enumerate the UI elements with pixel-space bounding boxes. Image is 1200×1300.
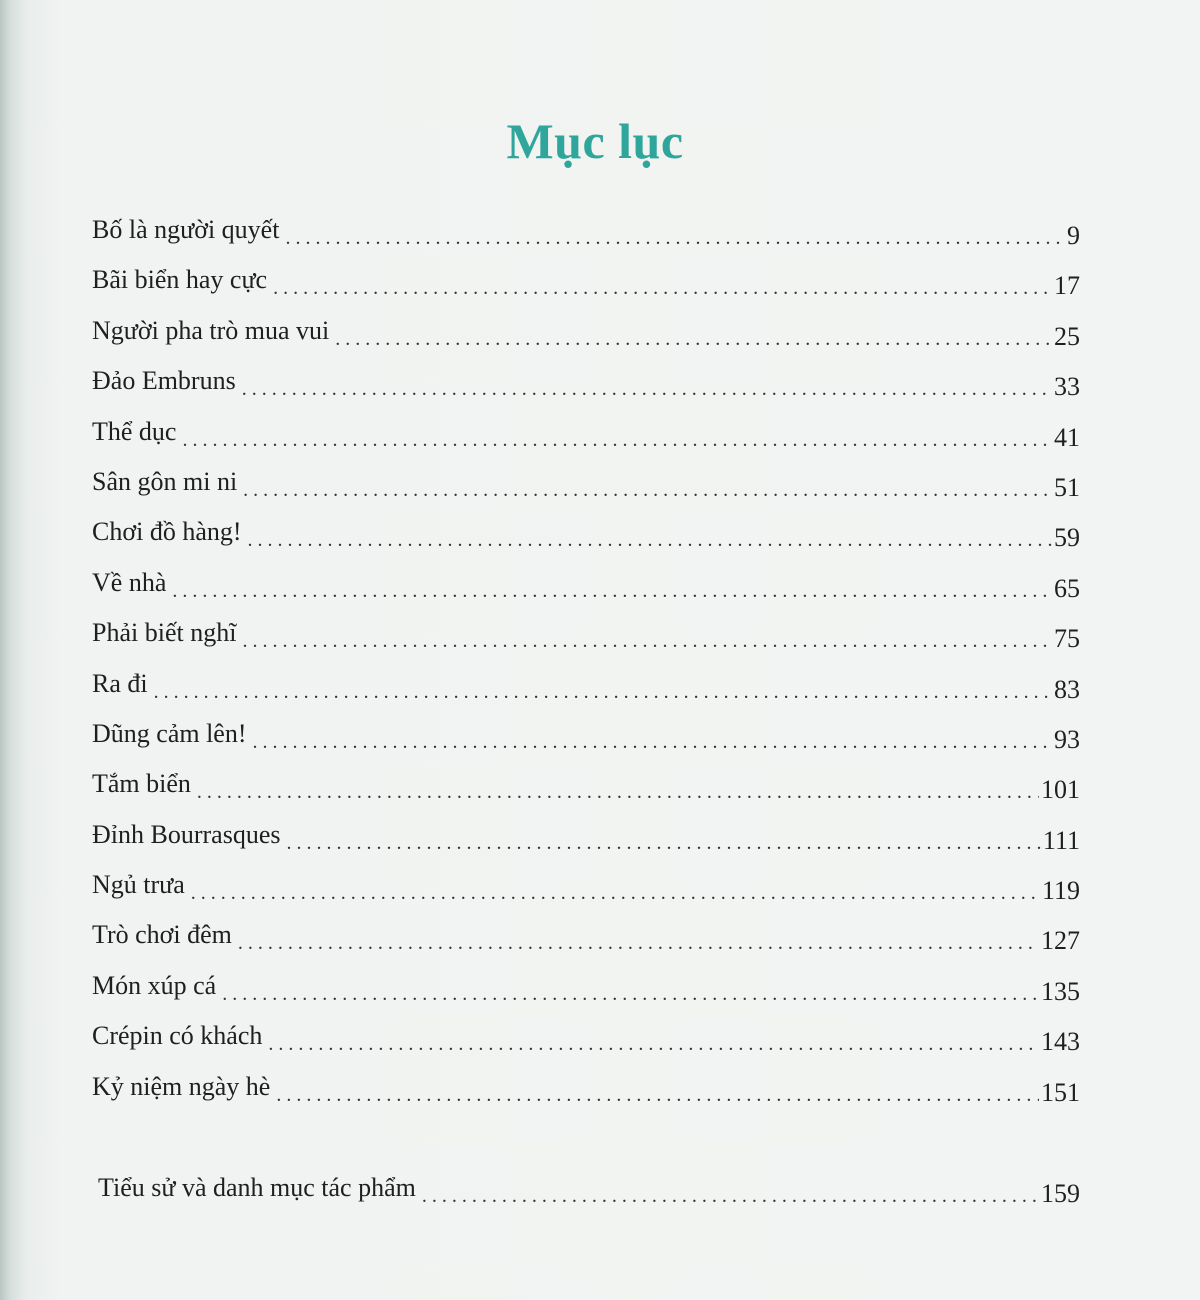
dot-leader bbox=[154, 667, 1052, 717]
entry-label: Crépin có khách bbox=[92, 1021, 263, 1051]
toc-entry bbox=[92, 759, 1080, 809]
entry-label: Bãi biển hay cực bbox=[92, 265, 268, 295]
dot-leader bbox=[335, 314, 1052, 364]
dot-leader bbox=[285, 213, 1065, 263]
entry-page-number: 59 bbox=[1054, 523, 1080, 553]
toc-entry bbox=[92, 306, 1080, 356]
entry-page-number: 51 bbox=[1054, 472, 1080, 502]
entry-page-number: 9 bbox=[1067, 221, 1080, 250]
dot-leader bbox=[248, 515, 1052, 565]
entry-label: Trò chơi đêm bbox=[92, 920, 232, 950]
toc-entry bbox=[92, 860, 1080, 910]
entry-page-number: 143 bbox=[1041, 1027, 1080, 1057]
entry-label: Tiểu sử và danh mục tác phẩm bbox=[98, 1173, 416, 1202]
entry-page-number: 75 bbox=[1054, 624, 1080, 654]
entry-label: Ngủ trưa bbox=[92, 870, 185, 900]
dot-leader bbox=[222, 969, 1039, 1019]
entry-page-number: 93 bbox=[1054, 724, 1080, 754]
toc-entry bbox=[92, 356, 1080, 406]
appendix-section bbox=[98, 1163, 1080, 1213]
table-of-contents bbox=[92, 205, 1080, 1112]
toc-entry bbox=[92, 1062, 1080, 1112]
entry-label: Sân gôn mi ni bbox=[92, 466, 238, 496]
dot-leader bbox=[422, 1171, 1039, 1221]
dot-leader bbox=[238, 918, 1039, 968]
entry-page-number: 25 bbox=[1054, 321, 1080, 351]
dot-leader bbox=[242, 364, 1052, 414]
entry-page-number: 127 bbox=[1041, 926, 1080, 956]
dot-leader bbox=[253, 717, 1052, 767]
dot-leader bbox=[242, 616, 1052, 666]
dot-leader bbox=[197, 767, 1039, 817]
entry-label: Tắm biển bbox=[92, 769, 191, 799]
toc-entry bbox=[92, 558, 1080, 608]
entry-page-number: 41 bbox=[1054, 422, 1080, 452]
dot-leader bbox=[273, 263, 1052, 313]
entry-page-number: 101 bbox=[1041, 775, 1080, 805]
toc-entry bbox=[92, 407, 1080, 457]
entry-label: Kỷ niệm ngày hè bbox=[92, 1071, 271, 1101]
toc-entry bbox=[92, 507, 1080, 557]
entry-page-number: 65 bbox=[1054, 573, 1080, 603]
entry-label: Món xúp cá bbox=[92, 970, 217, 1000]
entry-page-number: 111 bbox=[1042, 825, 1080, 855]
entry-label: Đảo Embruns bbox=[92, 366, 236, 396]
toc-entry bbox=[92, 910, 1080, 960]
entry-page-number: 135 bbox=[1041, 976, 1080, 1006]
entry-label: Bố là người quyết bbox=[92, 215, 280, 244]
entry-page-number: 33 bbox=[1054, 372, 1080, 402]
dot-leader bbox=[191, 868, 1040, 918]
toc-entry-appendix bbox=[98, 1163, 1080, 1213]
entry-page-number: 83 bbox=[1054, 674, 1080, 704]
dot-leader bbox=[182, 415, 1052, 465]
page-title: Mục lục bbox=[506, 113, 684, 169]
entry-label: Chơi đồ hàng! bbox=[92, 517, 242, 547]
entry-label: Người pha trò mua vui bbox=[92, 315, 330, 345]
entry-label: Ra đi bbox=[92, 668, 148, 698]
toc-entry bbox=[92, 255, 1080, 305]
toc-entry bbox=[92, 961, 1080, 1011]
dot-leader bbox=[172, 566, 1052, 616]
entry-page-number: 151 bbox=[1041, 1077, 1080, 1107]
dot-leader bbox=[268, 1019, 1039, 1069]
entry-label: Dũng cảm lên! bbox=[92, 718, 247, 748]
entry-label: Về nhà bbox=[92, 567, 167, 597]
dot-leader bbox=[243, 465, 1052, 515]
entry-label: Thể dục bbox=[92, 416, 177, 446]
toc-entry bbox=[92, 205, 1080, 255]
entry-label: Đỉnh Bourrasques bbox=[92, 819, 281, 849]
dot-leader bbox=[276, 1070, 1039, 1120]
toc-entry bbox=[92, 659, 1080, 709]
entry-page-number: 17 bbox=[1054, 271, 1080, 301]
entry-page-number: 159 bbox=[1041, 1179, 1080, 1208]
dot-leader bbox=[286, 818, 1040, 868]
entry-page-number: 119 bbox=[1041, 876, 1080, 906]
entry-label: Phải biết nghĩ bbox=[92, 618, 237, 648]
